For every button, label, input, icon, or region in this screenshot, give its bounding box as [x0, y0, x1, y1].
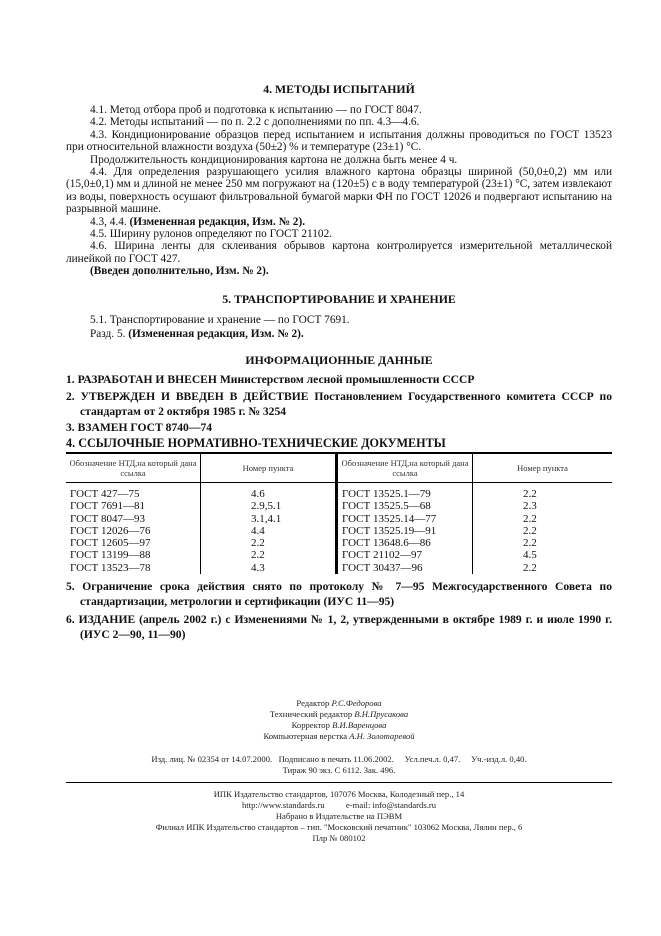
publisher-info — [66, 789, 612, 844]
info-title: ИНФОРМАЦИОННЫЕ ДАННЫЕ — [245, 352, 433, 367]
para-4-3-duration: Продолжительность кондиционирования картона не должна быть менее 4 ч. — [90, 153, 458, 166]
col-header: Обозначение НТД,на который дана ссылка — [66, 454, 201, 483]
document-designation: ГОСТ 427—75 — [70, 488, 140, 500]
credit-editor — [66, 698, 612, 709]
info-list — [66, 373, 612, 451]
table-row — [66, 525, 612, 537]
note-prefix: Разд. 5. — [90, 328, 129, 341]
layout-name: А.Н. Золотаревой — [349, 731, 415, 742]
tech-editor-label: Технический редактор — [269, 709, 353, 720]
para-4-2: 4.2. Методы испытаний — по п. 2.2 с дополнениями по пп. 4.3—4.6. — [90, 116, 420, 129]
col-header: Номер пункта — [473, 454, 613, 483]
clause-number: 4.4 — [201, 525, 337, 537]
para-4-6: 4.6. Ширина ленты для склеивания обрывов картона контролируется измерительной металлической линейкой по ГОСТ 427. — [66, 240, 612, 265]
document-designation: ГОСТ 30437—96 — [337, 562, 473, 574]
para-change-note — [66, 216, 612, 228]
info-item-3: 3. ВЗАМЕН ГОСТ 8740—74 — [66, 421, 213, 434]
clause-number: 2.2 — [473, 525, 613, 537]
info-item-6: 6. ИЗДАНИЕ (апрель 2002 г.) с Изменениями № 1, 2, утвержденными в октябре 1989 г. и июле 1990 г. (ИУС 2—90, 11—90) — [66, 613, 612, 641]
credit-tech-editor — [66, 709, 612, 720]
clause-number: 2.2 — [473, 513, 613, 525]
references-table — [66, 454, 612, 574]
clause-number: 2.9,5.1 — [201, 500, 337, 512]
change-note: (Измененная редакция, Изм. № 2). — [129, 215, 306, 228]
change-prefix: 4.3, 4.4. — [90, 215, 130, 228]
document-designation: ГОСТ 12605—97 — [70, 537, 151, 550]
para-added-note: (Введен дополнительно, Изм. № 2). — [90, 265, 269, 278]
para-section-5-note — [66, 328, 612, 340]
document-designation: ГОСТ 21102—97 — [337, 549, 473, 561]
clause-number: 4.6 — [201, 483, 337, 501]
info-item-5: 5. Ограничение срока действия снято по протоколу № 7—95 Межгосударственного Совета по стандартизации, метрологии и сертификации (ИУС 11—95) — [66, 580, 612, 608]
document-designation: ГОСТ 7691—81 — [70, 500, 145, 513]
credits — [66, 698, 612, 776]
divider — [66, 782, 612, 783]
publisher-line-2[interactable]: http://www.standards.ru e-mail: info@standards.ru — [242, 800, 436, 811]
print-info-2: Тираж 90 экз. С 6112. Зак. 496. — [282, 765, 396, 776]
clause-number: 2.2 — [473, 537, 613, 549]
section-5-body — [66, 314, 612, 341]
clause-number: 2.2 — [473, 483, 613, 501]
clause-number: 2.3 — [473, 500, 613, 512]
clause-number: 4.5 — [473, 549, 613, 561]
para-4-5: 4.5. Ширину рулонов определяют по ГОСТ 21102. — [90, 228, 333, 241]
document-designation: ГОСТ 8047—93 — [70, 512, 145, 525]
document-designation: ГОСТ 12026—76 — [70, 524, 151, 537]
publisher-line-3: Набрано в Издательстве на ПЭВМ — [275, 811, 403, 822]
table-row — [66, 537, 612, 549]
info-item-1: 1. РАЗРАБОТАН И ВНЕСЕН Министерством лесной промышленности СССР — [66, 372, 475, 386]
section-5-title: 5. ТРАНСПОРТИРОВАНИЕ И ХРАНЕНИЕ — [222, 291, 456, 306]
section-4-title: 4. МЕТОДЫ ИСПЫТАНИЙ — [263, 82, 415, 96]
clause-number: 2.2 — [201, 537, 337, 549]
col-header: Обозначение НТД,на который дана ссылка — [337, 454, 473, 483]
document-designation: ГОСТ 13525.19—91 — [337, 525, 473, 537]
clause-number: 2.2 — [201, 549, 337, 561]
table-row — [66, 500, 612, 512]
col-header: Номер пункта — [201, 454, 337, 483]
info-item-4: 4. ССЫЛОЧНЫЕ НОРМАТИВНО-ТЕХНИЧЕСКИЕ ДОКУМЕНТЫ — [66, 435, 446, 450]
info-item-2: 2. УТВЕРЖДЕН И ВВЕДЕН В ДЕЙСТВИЕ Постановлением Государственного комитета СССР по стандартам от 2 октября 1985 г. № 3254 — [66, 390, 612, 418]
clause-number: 3.1,4.1 — [201, 513, 337, 525]
tech-editor-name: В.Н.Прусакова — [354, 709, 409, 720]
para-4-4: 4.4. Для определения разрушающего усилия влажного картона образцы шириной (50,0±0,2) мм или (15,0±0,1) мм и длиной не менее 250 мм погружают на (120±5) с в воду температурой (23±1) °С, затем извлекают из воды, поверхность осушают фильтровальной бумагой марки ФН по ГОСТ 12026 и подвергают испытанию на разрывной машине. — [66, 166, 612, 216]
table-row — [66, 562, 612, 574]
document-designation: ГОСТ 13648.6—86 — [337, 537, 473, 549]
table-row — [66, 513, 612, 525]
document-designation: ГОСТ 13525.14—77 — [337, 513, 473, 525]
credit-corrector — [66, 720, 612, 731]
corrector-label: Корректор — [291, 720, 330, 731]
clause-number: 2.2 — [473, 562, 613, 574]
publisher-line-1: ИПК Издательство стандартов, 107076 Москва, Колодезный пер., 14 — [213, 789, 465, 800]
table-row — [66, 483, 612, 501]
clause-number: 4.3 — [201, 562, 337, 574]
document-designation: ГОСТ 13525.5—68 — [337, 500, 473, 512]
para-5-1: 5.1. Транспортирование и хранение — по ГОСТ 7691. — [90, 313, 350, 326]
corrector-name: В.И.Варенцова — [332, 720, 387, 731]
document-designation: ГОСТ 13525.1—79 — [337, 483, 473, 501]
info-list-2 — [66, 580, 612, 642]
references-table-wrap — [66, 452, 612, 574]
page-content — [66, 0, 612, 864]
credit-layout — [66, 731, 612, 742]
para-4-1: 4.1. Метод отбора проб и подготовка к испытанию — по ГОСТ 8047. — [90, 104, 422, 116]
note-text: (Измененная редакция, Изм. № 2). — [128, 328, 304, 341]
section-4-body — [66, 104, 612, 278]
editor-label: Редактор — [296, 698, 330, 709]
print-info-1: Изд. лиц. № 02354 от 14.07.2000. Подписано в печать 11.06.2002. Усл.печ.л. 0,47. Уч.-изд.л. 0,40. — [151, 754, 527, 765]
table-row — [66, 549, 612, 561]
layout-label: Компьютерная верстка — [263, 731, 348, 742]
editor-name: Р.С.Федорова — [331, 698, 382, 709]
document-designation: ГОСТ 13199—88 — [70, 549, 151, 562]
publisher-line-4: Филиал ИПК Издательство стандартов – тип. "Московский печатник" 103062 Москва, Лялин пер., 6 — [155, 822, 523, 833]
publisher-line-5: Плр № 080102 — [312, 833, 366, 844]
para-4-3: 4.3. Кондиционирование образцов перед испытанием и испытания должны проводиться по ГОСТ 13523 при относительной влажности воздуха (50±2) % и температуре (23±1) °С. — [66, 128, 612, 154]
document-designation: ГОСТ 13523—78 — [70, 561, 151, 574]
